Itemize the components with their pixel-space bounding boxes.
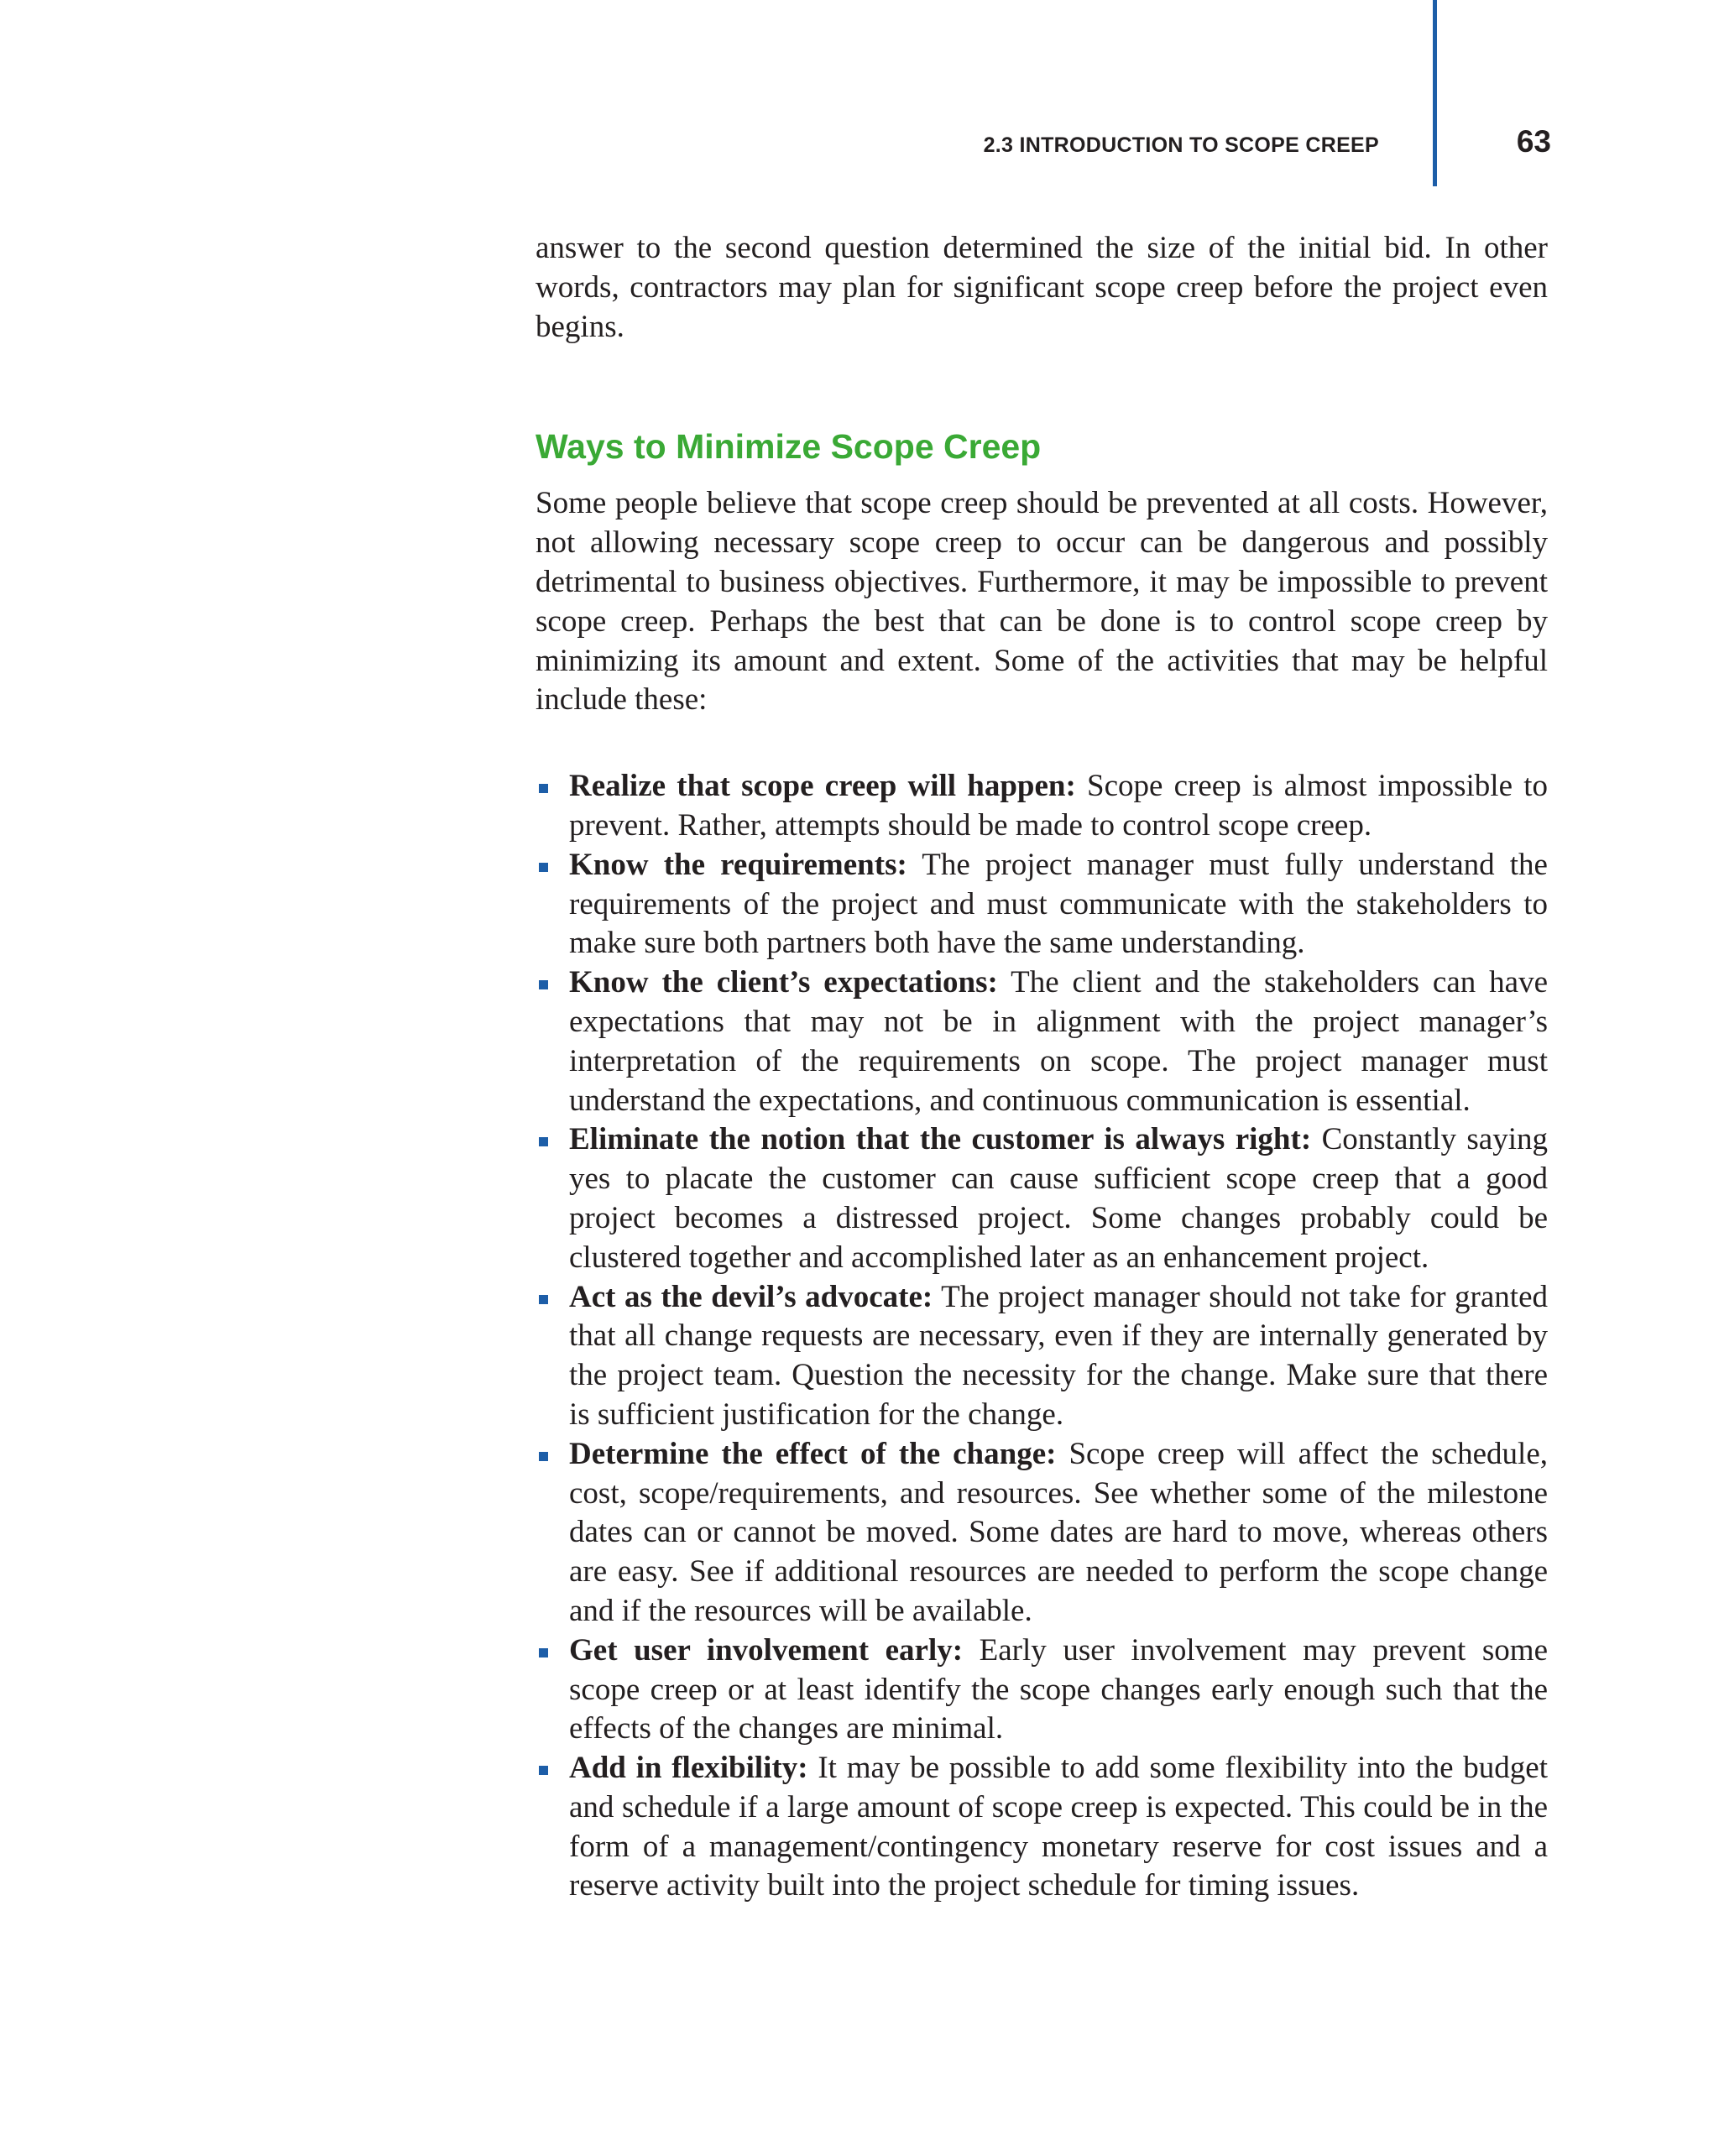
bullet-term: Eliminate the notion that the customer is always right: — [569, 1122, 1312, 1157]
bullet-square-icon — [539, 784, 548, 793]
bullet-term: Know the client’s expectations: — [569, 965, 998, 1000]
bullet-item — [536, 846, 1548, 963]
section-heading: Ways to Minimize Scope Creep — [536, 427, 1042, 467]
page-number: 63 — [1516, 124, 1551, 159]
bullet-square-icon — [539, 1137, 548, 1146]
bullet-item — [536, 1278, 1548, 1435]
bullet-text: Scope creep is almost impossible to prevent. Rather, attempts should be made to control scope creep. — [569, 769, 1548, 843]
bullet-square-icon — [539, 980, 548, 989]
bullet-term: Get user involvement early: — [569, 1632, 964, 1668]
bullet-text: The project manager must fully understand the requirements of the project and must communicate with the stakeholders to make sure both partners both have the same understanding. — [569, 847, 1548, 961]
bullet-term: Know the requirements: — [569, 847, 907, 882]
bullet-square-icon — [539, 863, 548, 872]
intro-paragraph: answer to the second question determined the size of the initial bid. In other words, contractors may plan for significant scope creep before the project even begins. — [536, 231, 1548, 344]
bullet-item — [536, 1631, 1548, 1749]
header-rule — [1433, 0, 1437, 186]
bullet-item — [536, 767, 1548, 846]
bullet-item — [536, 1749, 1548, 1906]
bullet-item — [536, 963, 1548, 1120]
page-body — [536, 229, 1548, 1906]
bullet-item — [536, 1435, 1548, 1631]
bullet-square-icon — [539, 1295, 548, 1304]
bullet-square-icon — [539, 1648, 548, 1657]
bullet-item — [536, 1120, 1548, 1277]
section-paragraph: Some people believe that scope creep should be prevented at all costs. However, not allowing necessary scope creep to occur can be dangerous and possibly detrimental to business objectives. Furthermore, it may be impossible to prevent scope creep. Perhaps the best that can be done is to control scope creep by minimizing its amount and extent. Some of the activities that may be helpful include these: — [536, 486, 1548, 718]
bullet-square-icon — [539, 1766, 548, 1775]
bullet-text: The project manager should not take for granted that all change requests are necessary, even if they are internally generated by the project team. Question the necessity for the change. Make sure that there is sufficient justification for the change. — [569, 1279, 1549, 1432]
bullet-term: Act as the devil’s advocate: — [569, 1279, 933, 1314]
running-head: 2.3 INTRODUCTION TO SCOPE CREEP — [983, 133, 1379, 157]
bullet-square-icon — [539, 1452, 548, 1461]
bullet-list — [536, 767, 1548, 1906]
bullet-term: Determine the effect of the change: — [569, 1436, 1057, 1471]
bullet-text: Scope creep will affect the schedule, cost, scope/requirements, and resources. See whether some of the milestone dates can or cannot be moved. Some dates are hard to move, whereas others are easy. See if additional resources are needed to perform the scope change and if the resources will be available. — [569, 1436, 1549, 1628]
bullet-text: The client and the stakeholders can have expectations that may not be in alignment with the project manager’s interpretation of the requirements on scope. The project manager must understand the expectations, and continuous communication is essential. — [569, 965, 1548, 1118]
bullet-term: Add in flexibility: — [569, 1751, 808, 1786]
bullet-text: Constantly saying yes to placate the customer can cause sufficient scope creep that a good project becomes a distressed project. Some changes probably could be clustered together and accomplished later as an enhancement project. — [569, 1122, 1549, 1275]
bullet-term: Realize that scope creep will happen: — [569, 769, 1076, 804]
bullet-text: It may be possible to add some flexibility into the budget and schedule if a large amount of scope creep is expected. This could be in the form of a management/contingency monetary reserve for cost issues and a reserve activity built into the project schedule for timing issues. — [569, 1751, 1548, 1903]
bullet-text: Early user involvement may prevent some scope creep or at least identify the scope changes early enough such that the effects of the changes are minimal. — [569, 1632, 1549, 1746]
